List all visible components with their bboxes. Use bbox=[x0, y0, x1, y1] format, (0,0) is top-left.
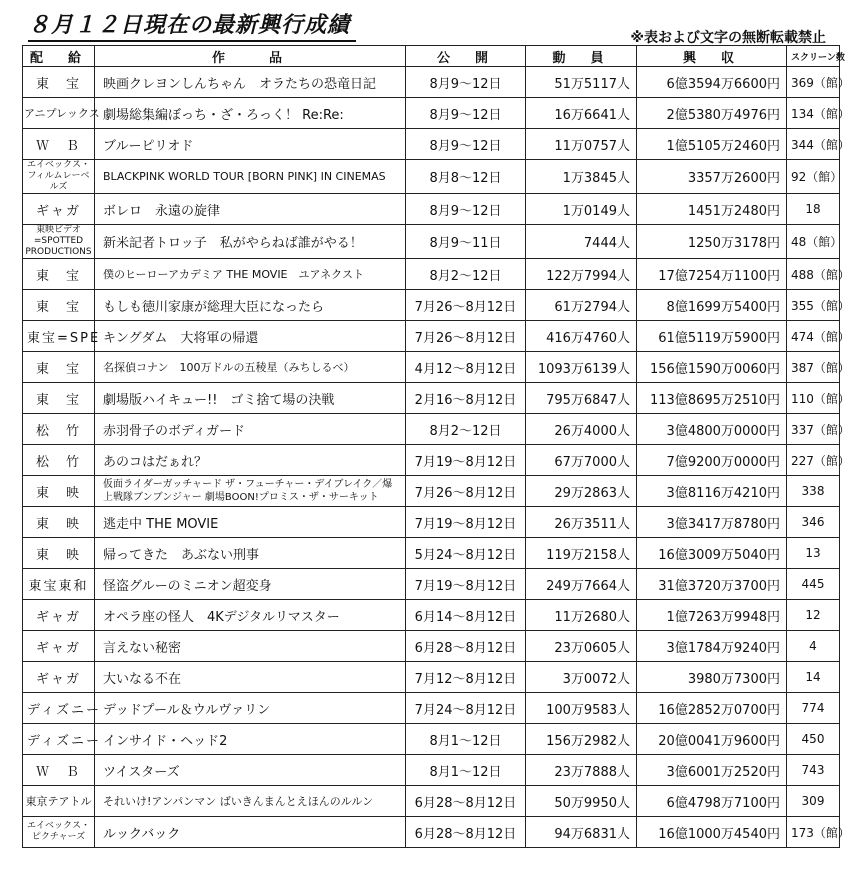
release-period-cell: 7月24～8月12日 bbox=[406, 693, 526, 724]
gross-cell: 16億2852万0700円 bbox=[637, 693, 787, 724]
film-title-cell: 映画クレヨンしんちゃん オラたちの恐竜日記 bbox=[95, 67, 406, 98]
film-title-cell: それいけ!アンパンマン ばいきんまんとえほんのルルン bbox=[95, 786, 406, 817]
distributor-cell: ギャガ bbox=[23, 662, 95, 693]
distributor-cell: ディズニー bbox=[23, 724, 95, 755]
release-period-cell: 7月26～8月12日 bbox=[406, 321, 526, 352]
copyright-notice: ※表および文字の無断転載禁止 bbox=[630, 30, 826, 46]
screens-cell: 18 bbox=[787, 194, 840, 225]
screens-cell: 774 bbox=[787, 693, 840, 724]
screens-cell: 445 bbox=[787, 569, 840, 600]
screens-cell: 173（館） bbox=[787, 817, 840, 848]
gross-cell: 3億4800万0000円 bbox=[637, 414, 787, 445]
distributor-cell: 東宝=SPE bbox=[23, 321, 95, 352]
attendance-cell: 94万6831人 bbox=[526, 817, 637, 848]
gross-cell: 6億4798万7100円 bbox=[637, 786, 787, 817]
film-title-cell: 劇場版ハイキュー!! ゴミ捨て場の決戦 bbox=[95, 383, 406, 414]
page-title: ８月１２日現在の最新興行成績 bbox=[28, 8, 356, 42]
attendance-cell: 416万4760人 bbox=[526, 321, 637, 352]
screens-cell: 134（館） bbox=[787, 98, 840, 129]
table-row bbox=[23, 724, 840, 755]
attendance-cell: 3万0072人 bbox=[526, 662, 637, 693]
attendance-cell: 7444人 bbox=[526, 225, 637, 259]
distributor-cell: 松 竹 bbox=[23, 414, 95, 445]
attendance-cell: 1万3845人 bbox=[526, 160, 637, 194]
attendance-cell: 119万2158人 bbox=[526, 538, 637, 569]
gross-cell: 3億1784万9240円 bbox=[637, 631, 787, 662]
screens-cell: 387（館） bbox=[787, 352, 840, 383]
attendance-cell: 122万7994人 bbox=[526, 259, 637, 290]
table-row bbox=[23, 600, 840, 631]
header-attendance: 動 員 bbox=[526, 46, 637, 67]
gross-cell: 113億8695万2510円 bbox=[637, 383, 787, 414]
table-row bbox=[23, 445, 840, 476]
table-row bbox=[23, 817, 840, 848]
table-row bbox=[23, 755, 840, 786]
release-period-cell: 8月1～12日 bbox=[406, 755, 526, 786]
table-row bbox=[23, 786, 840, 817]
distributor-cell: アニプレックス bbox=[23, 98, 95, 129]
attendance-cell: 100万9583人 bbox=[526, 693, 637, 724]
release-period-cell: 8月9～12日 bbox=[406, 67, 526, 98]
film-title-cell: キングダム 大将軍の帰還 bbox=[95, 321, 406, 352]
attendance-cell: 23万0605人 bbox=[526, 631, 637, 662]
table-row bbox=[23, 98, 840, 129]
distributor-cell: 東 宝 bbox=[23, 259, 95, 290]
screens-cell: 743 bbox=[787, 755, 840, 786]
table-row bbox=[23, 414, 840, 445]
screens-cell: 355（館） bbox=[787, 290, 840, 321]
distributor-cell: ギャガ bbox=[23, 631, 95, 662]
gross-cell: 16億1000万4540円 bbox=[637, 817, 787, 848]
gross-cell: 3億3417万8780円 bbox=[637, 507, 787, 538]
screens-cell: 474（館） bbox=[787, 321, 840, 352]
attendance-cell: 26万3511人 bbox=[526, 507, 637, 538]
table-row bbox=[23, 194, 840, 225]
film-title-cell: ボレロ 永遠の旋律 bbox=[95, 194, 406, 225]
distributor-cell: Ｗ Ｂ bbox=[23, 755, 95, 786]
attendance-cell: 156万2982人 bbox=[526, 724, 637, 755]
distributor-cell: 東 宝 bbox=[23, 352, 95, 383]
screens-cell: 337（館） bbox=[787, 414, 840, 445]
header-film: 作 品 bbox=[95, 46, 406, 67]
film-title-cell: あのコはだぁれ？ bbox=[95, 445, 406, 476]
distributor-cell: ディズニー bbox=[23, 693, 95, 724]
film-title-cell: 怪盗グルーのミニオン超変身 bbox=[95, 569, 406, 600]
distributor-cell: 東 宝 bbox=[23, 67, 95, 98]
gross-cell: 3億6001万2520円 bbox=[637, 755, 787, 786]
distributor-cell: エイベックス・フィルムレーベルズ bbox=[23, 160, 95, 194]
film-title-cell: 名探偵コナン 100万ドルの五稜星（みちしるべ） bbox=[95, 352, 406, 383]
release-period-cell: 5月24～8月12日 bbox=[406, 538, 526, 569]
gross-cell: 8億1699万5400円 bbox=[637, 290, 787, 321]
screens-cell: 488（館） bbox=[787, 259, 840, 290]
distributor-cell: 松 竹 bbox=[23, 445, 95, 476]
gross-cell: 7億9200万0000円 bbox=[637, 445, 787, 476]
release-period-cell: 8月9～12日 bbox=[406, 98, 526, 129]
distributor-cell: ギャガ bbox=[23, 600, 95, 631]
film-title-cell: ツイスターズ bbox=[95, 755, 406, 786]
release-period-cell: 6月28～8月12日 bbox=[406, 631, 526, 662]
release-period-cell: 2月16～8月12日 bbox=[406, 383, 526, 414]
table-row bbox=[23, 225, 840, 259]
screens-cell: 309 bbox=[787, 786, 840, 817]
attendance-cell: 50万9950人 bbox=[526, 786, 637, 817]
release-period-cell: 7月19～8月12日 bbox=[406, 445, 526, 476]
gross-cell: 2億5380万4976円 bbox=[637, 98, 787, 129]
release-period-cell: 6月28～8月12日 bbox=[406, 786, 526, 817]
screens-cell: 13 bbox=[787, 538, 840, 569]
gross-cell: 61億5119万5900円 bbox=[637, 321, 787, 352]
screens-cell: 450 bbox=[787, 724, 840, 755]
attendance-cell: 795万6847人 bbox=[526, 383, 637, 414]
film-title-cell: BLACKPINK WORLD TOUR [BORN PINK] IN CINEMAS bbox=[95, 160, 406, 194]
film-title-cell: オペラ座の怪人 4Kデジタルリマスター bbox=[95, 600, 406, 631]
distributor-cell: 東 映 bbox=[23, 476, 95, 507]
box-office-table bbox=[22, 45, 850, 848]
screens-cell: 14 bbox=[787, 662, 840, 693]
table-row bbox=[23, 160, 840, 194]
table-header-row bbox=[23, 46, 840, 67]
gross-cell: 3億8116万4210円 bbox=[637, 476, 787, 507]
release-period-cell: 8月9～12日 bbox=[406, 129, 526, 160]
distributor-cell: Ｗ Ｂ bbox=[23, 129, 95, 160]
screens-cell: 48（館） bbox=[787, 225, 840, 259]
distributor-cell: 東 映 bbox=[23, 538, 95, 569]
table-row bbox=[23, 538, 840, 569]
release-period-cell: 8月9～11日 bbox=[406, 225, 526, 259]
table-row bbox=[23, 321, 840, 352]
release-period-cell: 4月12～8月12日 bbox=[406, 352, 526, 383]
table-row bbox=[23, 507, 840, 538]
film-title-cell: 僕のヒーローアカデミア THE MOVIE ユアネクスト bbox=[95, 259, 406, 290]
release-period-cell: 8月9～12日 bbox=[406, 194, 526, 225]
release-period-cell: 8月1～12日 bbox=[406, 724, 526, 755]
film-title-cell: 赤羽骨子のボディガード bbox=[95, 414, 406, 445]
screens-cell: 4 bbox=[787, 631, 840, 662]
film-title-cell: 劇場総集編ぼっち・ざ・ろっく！ Re:Re: bbox=[95, 98, 406, 129]
gross-cell: 17億7254万1100円 bbox=[637, 259, 787, 290]
gross-cell: 1451万2480円 bbox=[637, 194, 787, 225]
attendance-cell: 1093万6139人 bbox=[526, 352, 637, 383]
release-period-cell: 7月19～8月12日 bbox=[406, 569, 526, 600]
screens-cell: 227（館） bbox=[787, 445, 840, 476]
distributor-cell: 東京テアトル bbox=[23, 786, 95, 817]
attendance-cell: 16万6641人 bbox=[526, 98, 637, 129]
film-title-cell: ブルーピリオド bbox=[95, 129, 406, 160]
header-gross: 興 収 bbox=[637, 46, 787, 67]
header-screens: スクリーン数 bbox=[787, 46, 840, 67]
gross-cell: 3980万7300円 bbox=[637, 662, 787, 693]
distributor-cell: エイベックス・ピクチャーズ bbox=[23, 817, 95, 848]
distributor-cell: 東 宝 bbox=[23, 383, 95, 414]
table-row bbox=[23, 476, 840, 507]
attendance-cell: 1万0149人 bbox=[526, 194, 637, 225]
distributor-cell: 東 宝 bbox=[23, 290, 95, 321]
gross-cell: 16億3009万5040円 bbox=[637, 538, 787, 569]
table-row bbox=[23, 290, 840, 321]
table-row bbox=[23, 352, 840, 383]
film-title-cell: 大いなる不在 bbox=[95, 662, 406, 693]
film-title-cell: もしも徳川家康が総理大臣になったら bbox=[95, 290, 406, 321]
release-period-cell: 7月19～8月12日 bbox=[406, 507, 526, 538]
attendance-cell: 23万7888人 bbox=[526, 755, 637, 786]
screens-cell: 338 bbox=[787, 476, 840, 507]
film-title-cell: ルックバック bbox=[95, 817, 406, 848]
attendance-cell: 29万2863人 bbox=[526, 476, 637, 507]
attendance-cell: 67万7000人 bbox=[526, 445, 637, 476]
table-row bbox=[23, 569, 840, 600]
gross-cell: 3357万2600円 bbox=[637, 160, 787, 194]
screens-cell: 12 bbox=[787, 600, 840, 631]
film-title-cell: 帰ってきた あぶない刑事 bbox=[95, 538, 406, 569]
distributor-cell: 東 映 bbox=[23, 507, 95, 538]
gross-cell: 20億0041万9600円 bbox=[637, 724, 787, 755]
screens-cell: 110（館） bbox=[787, 383, 840, 414]
attendance-cell: 11万0757人 bbox=[526, 129, 637, 160]
table-row bbox=[23, 259, 840, 290]
attendance-cell: 11万2680人 bbox=[526, 600, 637, 631]
table-row bbox=[23, 662, 840, 693]
header-period: 公 開 bbox=[406, 46, 526, 67]
table-row bbox=[23, 631, 840, 662]
screens-cell: 346 bbox=[787, 507, 840, 538]
gross-cell: 6億3594万6600円 bbox=[637, 67, 787, 98]
film-title-cell: 仮面ライダーガッチャード ザ・フューチャー・デイブレイク／爆上戦隊ブンブンジャー 劇場BOON!プロミス・ザ・サーキット bbox=[95, 476, 406, 507]
screens-cell: 369（館） bbox=[787, 67, 840, 98]
release-period-cell: 7月26～8月12日 bbox=[406, 290, 526, 321]
gross-cell: 1億7263万9948円 bbox=[637, 600, 787, 631]
gross-cell: 1250万3178円 bbox=[637, 225, 787, 259]
release-period-cell: 6月28～8月12日 bbox=[406, 817, 526, 848]
attendance-cell: 249万7664人 bbox=[526, 569, 637, 600]
film-title-cell: インサイド・ヘッド2 bbox=[95, 724, 406, 755]
film-title-cell: 言えない秘密 bbox=[95, 631, 406, 662]
distributor-cell: 東映ビデオ=SPOTTED PRODUCTIONS bbox=[23, 225, 95, 259]
attendance-cell: 51万5117人 bbox=[526, 67, 637, 98]
table-row bbox=[23, 67, 840, 98]
screens-cell: 92（館） bbox=[787, 160, 840, 194]
attendance-cell: 26万4000人 bbox=[526, 414, 637, 445]
distributor-cell: ギャガ bbox=[23, 194, 95, 225]
screens-cell: 344（館） bbox=[787, 129, 840, 160]
film-title-cell: デッドプール＆ウルヴァリン bbox=[95, 693, 406, 724]
gross-cell: 156億1590万0060円 bbox=[637, 352, 787, 383]
film-title-cell: 逃走中 THE MOVIE bbox=[95, 507, 406, 538]
table-row bbox=[23, 129, 840, 160]
release-period-cell: 6月14～8月12日 bbox=[406, 600, 526, 631]
attendance-cell: 61万2794人 bbox=[526, 290, 637, 321]
header-distributor: 配 給 bbox=[23, 46, 95, 67]
release-period-cell: 7月26～8月12日 bbox=[406, 476, 526, 507]
release-period-cell: 8月2～12日 bbox=[406, 414, 526, 445]
gross-cell: 31億3720万3700円 bbox=[637, 569, 787, 600]
distributor-cell: 東宝東和 bbox=[23, 569, 95, 600]
gross-cell: 1億5105万2460円 bbox=[637, 129, 787, 160]
table-row bbox=[23, 693, 840, 724]
release-period-cell: 7月12～8月12日 bbox=[406, 662, 526, 693]
table-row bbox=[23, 383, 840, 414]
release-period-cell: 8月2～12日 bbox=[406, 259, 526, 290]
release-period-cell: 8月8～12日 bbox=[406, 160, 526, 194]
film-title-cell: 新米記者トロッ子 私がやらねば誰がやる！ bbox=[95, 225, 406, 259]
